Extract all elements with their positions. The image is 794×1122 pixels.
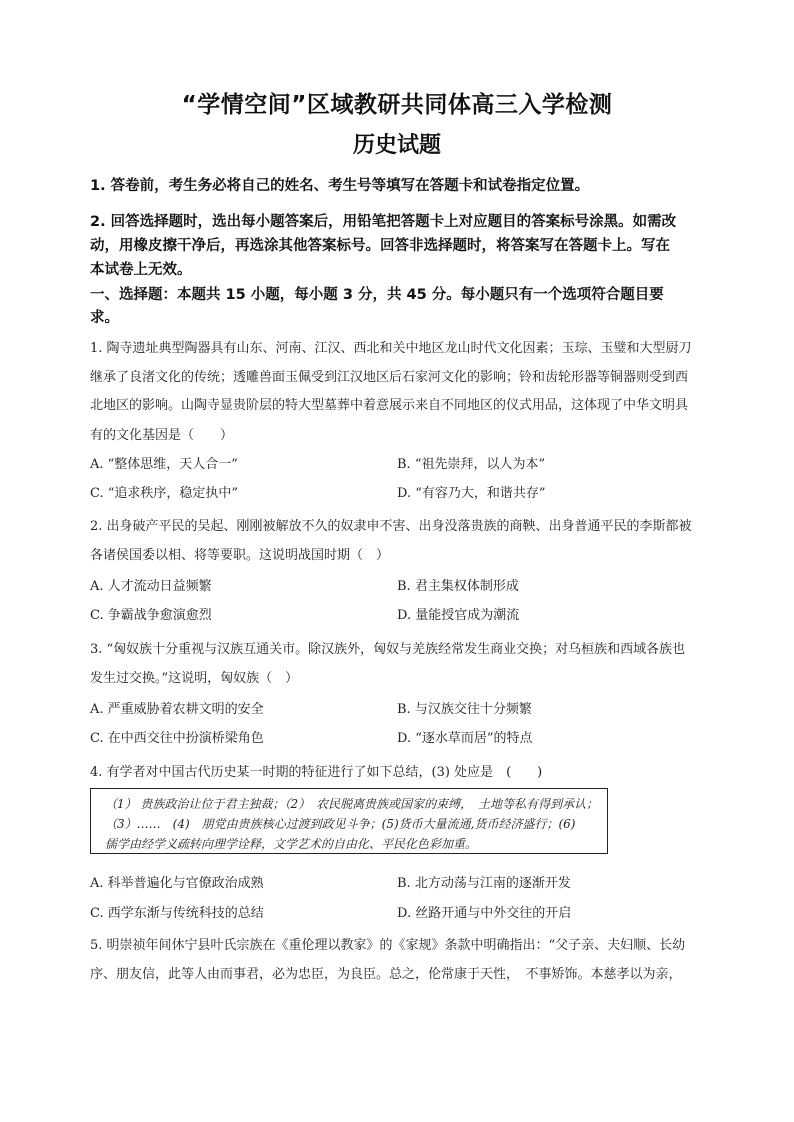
question-5-line1: 5. 明崇祯年间休宁县叶氏宗族在《重伦理以教家》的《家规》条款中明确指出：“父子亲、夫妇顺、长幼	[90, 938, 686, 953]
question-1-line3: 北地区的影响。山陶寺显贵阶层的特大型墓葬中着意展示来自不同地区的仪式用品，这体现了中华文明具	[90, 398, 689, 413]
question-3-option-c: C. 在中西交往中扮演桥梁角色	[90, 731, 264, 746]
instruction-2-line1: 2. 回答选择题时，选出每小题答案后，用铅笔把答题卡上对应题目的答案标号涂黑。如需改	[90, 214, 677, 230]
question-4-option-c: C. 西学东渐与传统科技的总结	[90, 906, 264, 921]
question-4-option-b: B. 北方动荡与江南的逐渐开发	[397, 876, 571, 891]
question-4-material-box	[90, 788, 608, 854]
material-line-3: 儒学由经学义疏转向理学诠释，文学艺术的自由化、平民化色彩加重。	[105, 837, 478, 851]
question-1-line1: 1. 陶寺遗址典型陶器具有山东、河南、江汉、西北和关中地区龙山时代文化因素；玉琮、玉璧和大型厨刀	[90, 341, 692, 356]
question-1-option-d: D. “有容乃大，和谐共存”	[397, 486, 546, 501]
question-3-line1: 3. “匈奴族十分重视与汉族互通关市。除汉族外，匈奴与羌族经常发生商业交换；对乌桓族和西域各族也	[90, 642, 686, 657]
material-line-2: （3）…… (4) 朋党由贵族核心过渡到政见斗争；(5)货币大量流通,货币经济盛行；(6)	[105, 817, 576, 831]
material-line-1: （1） 贵族政治让位于君主独裁；（2） 农民脱离贵族或国家的束缚， 土地等私有得到承认；	[105, 797, 599, 811]
question-1-option-b: B. “祖先崇拜，以人为本”	[397, 457, 546, 472]
question-2-option-b: B. 君主集权体制形成	[397, 579, 519, 594]
question-2-line2: 各诸侯国委以相、将等要职。这说明战国时期（ ）	[90, 548, 390, 563]
question-1-option-a: A. “整体思维，天人合一”	[90, 457, 238, 472]
question-5-line2: 序、朋友信，此等人由而事君，必为忠臣，为良臣。总之，伦常康于天性， 不事矫饰。本慈孝以为亲，	[90, 967, 682, 982]
question-1-option-c: C. “追求秩序，稳定执中”	[90, 486, 239, 501]
question-3-option-a: A. 严重威胁着农耕文明的安全	[90, 702, 264, 717]
exam-subtitle: 历史试题	[352, 133, 441, 158]
instruction-1: 1. 答卷前，考生务必将自己的姓名、考生号等填写在答题卡和试卷指定位置。	[90, 178, 590, 194]
question-2-option-a: A. 人才流动日益频繁	[90, 579, 212, 594]
question-2-option-c: C. 争霸战争愈演愈烈	[90, 608, 212, 623]
question-4-option-a: A. 科举普遍化与官僚政治成熟	[90, 876, 264, 891]
question-3-line2: 发生过交换。”这说明，匈奴族（ ）	[90, 671, 299, 686]
question-4-line1: 4. 有学者对中国古代历史某一时期的特征进行了如下总结，(3) 处应是 ( )	[90, 765, 543, 780]
question-3-option-b: B. 与汉族交往十分频繁	[397, 702, 532, 717]
question-3-option-d: D. “逐水草而居”的特点	[397, 731, 533, 746]
question-1-line2: 继承了良渚文化的传统；透雕兽面玉佩受到江汉地区后石家河文化的影响；铃和齿轮形器等铜器则受到西	[90, 370, 689, 385]
section-heading-line2: 求。	[90, 310, 119, 326]
exam-title: “学情空间”区域教研共同体高三入学检测	[181, 92, 613, 118]
question-2-option-d: D. 量能授官成为潮流	[397, 608, 520, 623]
question-1-line4: 有的文化基因是（ ）	[90, 428, 234, 443]
section-heading-line1: 一、选择题：本题共 15 小题，每小题 3 分，共 45 分。每小题只有一个选项符合题目要	[90, 287, 664, 303]
instruction-2-line2: 动，用橡皮擦干净后，再选涂其他答案标号。回答非选择题时，将答案写在答题卡上。写在	[90, 238, 670, 254]
question-2-line1: 2. 出身破产平民的吴起、刚刚被解放不久的奴隶申不害、出身没落贵族的商鞅、出身普通平民的李斯都被	[90, 519, 692, 534]
instruction-2-line3: 本试卷上无效。	[90, 262, 192, 278]
question-4-option-d: D. 丝路开通与中外交往的开启	[397, 906, 572, 921]
